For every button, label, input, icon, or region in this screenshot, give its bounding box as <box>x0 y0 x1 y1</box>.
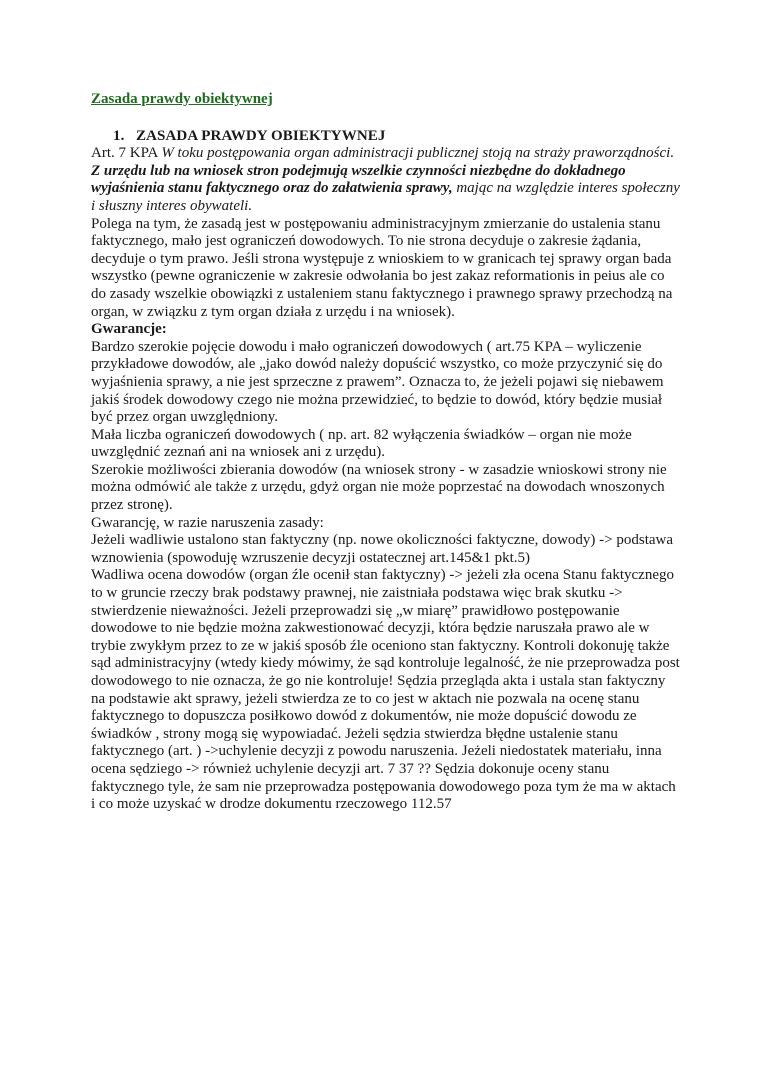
paragraph-jezeli-wadliwie: Jeżeli wadliwie ustalono stan faktyczny (np. nowe okoliczności faktyczne, dowody) -> podstawa wznowienia (spowoduję wzruszenie decyzji ostatecznej art.145&1 pkt.5) <box>91 532 674 566</box>
art7-italic-text-1: W toku postępowania organ administracji publicznej stoją na straży praworządności. <box>161 145 675 162</box>
paragraph-art7 <box>91 145 681 215</box>
gwarancje-label: Gwarancje: <box>91 321 167 338</box>
document-title[interactable]: Zasada prawdy obiektywnej <box>91 91 273 107</box>
art7-italic-text-2: mając na względzie interes społeczny i słuszny interes obywateli. <box>91 180 680 214</box>
section-heading-text: ZASADA PRAWDY OBIEKTYWNEJ <box>136 127 386 144</box>
paragraph-wadliwa-ocena: Wadliwa ocena dowodów (organ źle ocenił stan faktyczny) -> jeżeli zła ocena Stanu faktycznego to w gruncie rzeczy brak podstawy prawnej, nie zaistniała podstawa więc brak skutku -> stwierdzenie nieważności. Jeżeli przeprowadzi się „w miarę” prawidłowo postępowanie dowodowe to nie będzie można zakwestionować decyzji, która będzie naruszała prawo ale w trybie zwykłym przez to ze w jakiś sposób źle oceniono stan faktyczny. Kontroli dokonuję także sąd administracyjny (wtedy kiedy mówimy, że sąd kontroluje legalność, że nie przeprowadza post dowodowego to nie oznacza, że go nie kontroluje! Sędzia przegląda akta i ustala stan faktyczny na podstawie akt sprawy, jeżeli stwierdza ze to co jest w aktach nie pozwala na ocenę stanu faktycznego to dopuszcza posiłkowo dowód z dokumentów, nie może dopuścić dowodu ze świadków , strony mogą się wypowiadać. Jeżeli sędzia stwierdza błędne ustalenie stanu faktycznego (art. ) ->uchylenie decyzji z powodu naruszenia. Jeżeli niedostatek materiału, inna ocena sędziego -> również uchylenie decyzji art. 7 37 ?? Sędzia dokonuje oceny stanu faktycznego tyle, że sam nie przeprowadza postępowania dowodowego poza tym że ma w aktach i co może uzyskać w drodze dokumentu rzeczowego 112.57 <box>91 567 680 813</box>
art7-reference: Art. 7 KPA <box>91 145 162 162</box>
paragraph-polega: Polega na tym, że zasadą jest w postępowaniu administracyjnym zmierzanie do ustalenia stanu faktycznego, mało jest ograniczeń dowodowych. To nie strona decyduje o zakresie żądania, decyduje o tym prawo. Jeśli strona występuje z wnioskiem to w granicach tej sprawy organ bada wszystko (pewne ograniczenie w zakresie odwołania bo jest zakaz reformationis in peius ale co do zasady wszelkie obowiązki z ustaleniem stanu faktycznego i prawnego sprawy przechodzą na organ, w związku z tym organ działa z urzędu i na wniosek). <box>91 215 673 320</box>
paragraph-mala-liczba: Mała liczba ograniczeń dowodowych ( np. art. 82 wyłączenia świadków – organ nie może uwzględnić zeznań ani na wniosek ani z urzędu). <box>91 426 632 461</box>
paragraph-bardzo-szerokie: Bardzo szerokie pojęcie dowodu i mało ograniczeń dowodowych ( art.75 KPA – wyliczenie przykładowe dowodów, ale „jako dowód należy dopuścić wszystko, co może przyczynić się do wyjaśnienia sprawy, a nie jest sprzeczne z prawem”. Oznacza to, że jeżeli pojawi się niebawem jakiś środek dowodowy czego nie można przewidzieć, to będzie to dowód, który będzie musiał być przez organ uwzględniony. <box>91 338 664 426</box>
section-heading <box>91 128 681 146</box>
paragraph-szerokie-mozliwosci: Szerokie możliwości zbierania dowodów (na wniosek strony - w zasadzie wnioskowi strony nie można odmówić ale także z urzędu, gdyż organ nie może poprzestać na dowodach wnoszonych przez stronę). <box>91 461 667 514</box>
paragraph-gwarancje-naruszenia: Gwarancję, w razie naruszenia zasady: <box>91 514 324 531</box>
section-number: 1. <box>113 127 125 144</box>
art7-bold-italic-text: Z urzędu lub na wniosek stron podejmują wszelkie czynności niezbędne do dokładnego wyjaśnienia stanu faktycznego oraz do załatwienia sprawy, <box>91 162 626 197</box>
document-body <box>91 91 681 814</box>
